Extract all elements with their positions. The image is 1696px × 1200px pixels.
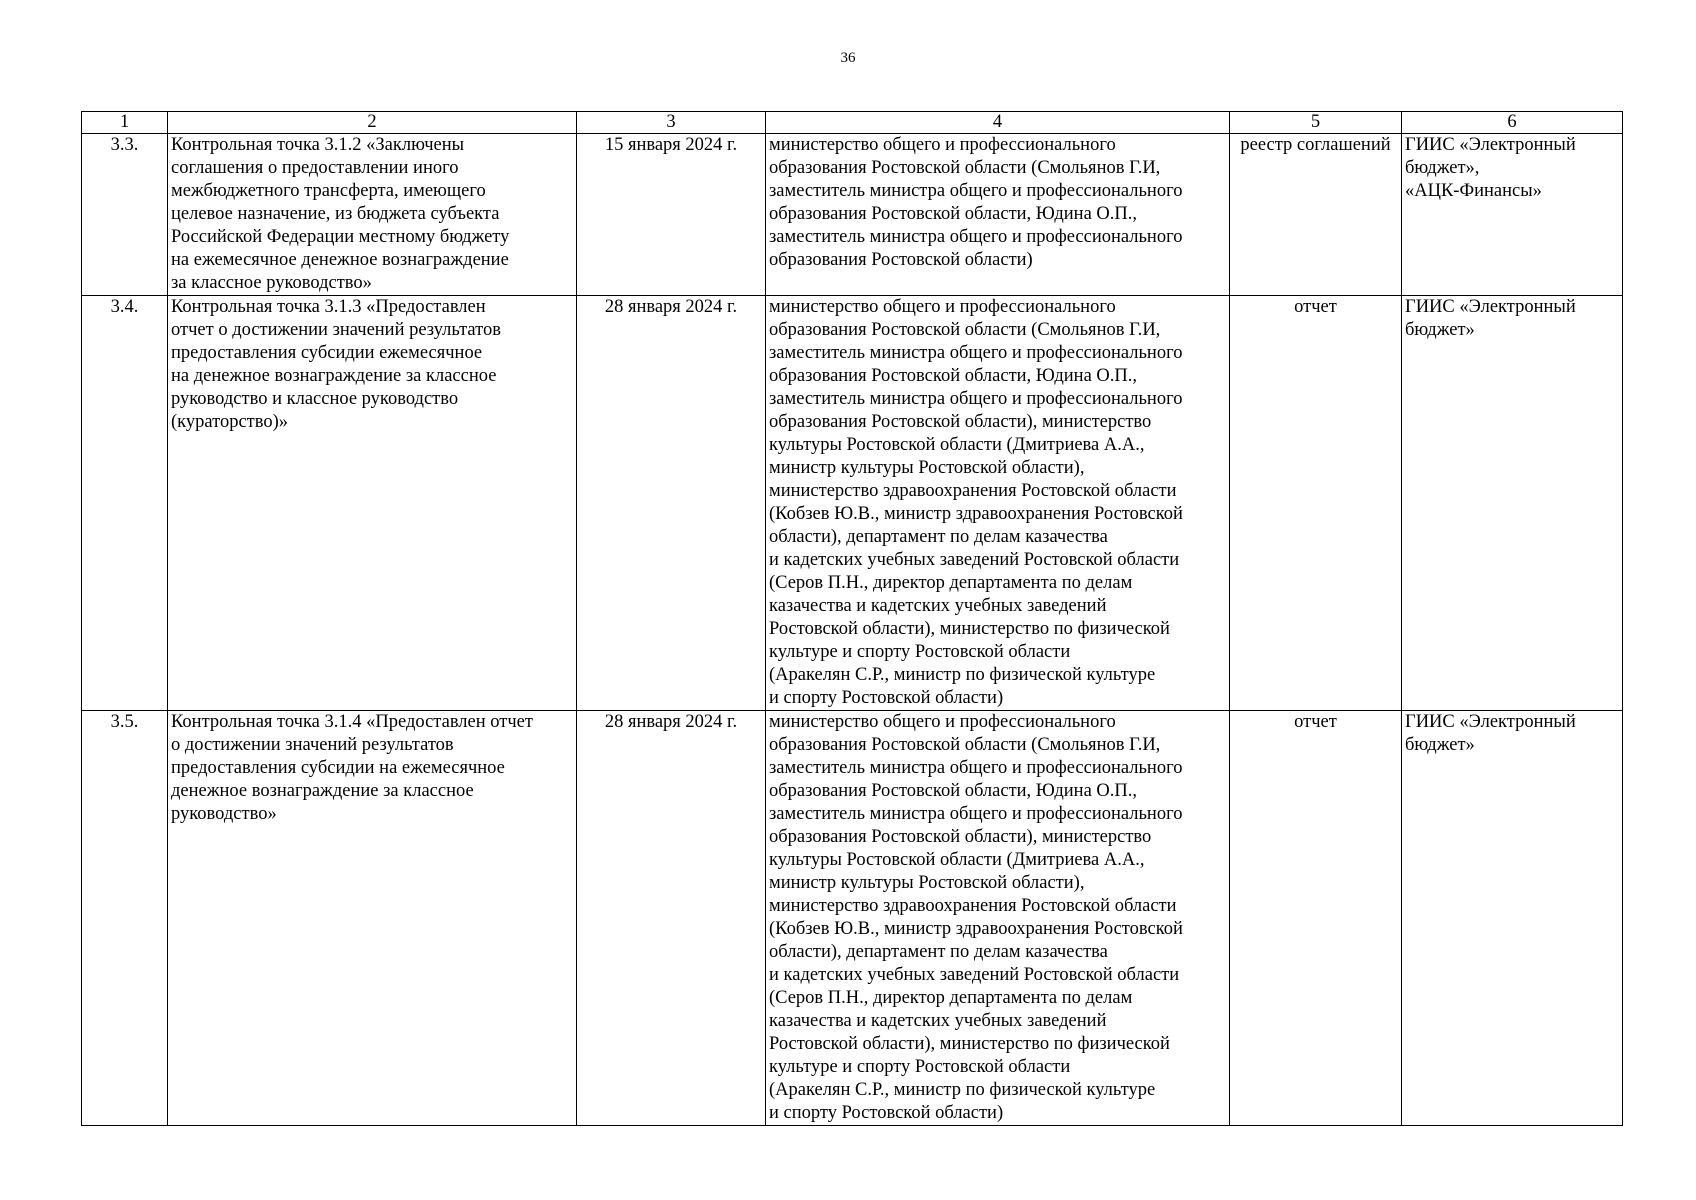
text-line: заместитель министра общего и профессионального — [769, 804, 1183, 824]
text-line: руководство и классное руководство — [171, 389, 459, 409]
text-line: ГИИС «Электронный — [1405, 297, 1576, 317]
information-system-cell — [1402, 711, 1623, 1126]
document-type-cell: отчет — [1230, 296, 1402, 711]
text-line: предоставления субсидии ежемесячное — [171, 343, 483, 363]
row-number-cell: 3.3. — [82, 134, 168, 296]
text-line: (Серов П.Н., директор департамента по делам — [769, 988, 1133, 1008]
text-line: (Аракелян С.Р., министр по физической культуре — [769, 665, 1156, 685]
text-line: министр культуры Ростовской области), — [769, 458, 1085, 478]
text-line: денежное вознаграждение за классное — [171, 781, 474, 801]
text-line: образования Ростовской области), министерство — [769, 827, 1152, 847]
text-line: бюджет», — [1405, 158, 1480, 178]
text-line: на денежное вознаграждение за классное — [171, 366, 497, 386]
text-line: министерство общего и профессионального — [769, 135, 1116, 155]
text-line: соглашения о предоставлении иного — [171, 158, 459, 178]
text-line: за классное руководство» — [171, 273, 372, 293]
text-line: бюджет» — [1405, 735, 1475, 755]
header-col-3: 3 — [577, 112, 766, 134]
text-line: (Кобзев Ю.В., министр здравоохранения Ростовской — [769, 919, 1183, 939]
text-line: бюджет» — [1405, 320, 1475, 340]
responsible-cell — [766, 711, 1230, 1126]
text-line: культуры Ростовской области (Дмитриева А.А., — [769, 850, 1145, 870]
page-number: 36 — [840, 50, 856, 66]
text-line: министр культуры Ростовской области), — [769, 873, 1085, 893]
text-line: Контрольная точка 3.1.2 «Заключены — [171, 135, 465, 155]
document-type-cell: отчет — [1230, 711, 1402, 1126]
text-line: культуре и спорту Ростовской области — [769, 1057, 1071, 1077]
text-line: образования Ростовской области, Юдина О.П., — [769, 781, 1138, 801]
text-line: области), департамент по делам казачества — [769, 527, 1108, 547]
text-line: образования Ростовской области (Смольянов Г.И, — [769, 320, 1161, 340]
text-line: заместитель министра общего и профессионального — [769, 181, 1183, 201]
date-cell: 15 января 2024 г. — [577, 134, 766, 296]
text-line: «АЦК-Финансы» — [1405, 181, 1542, 201]
row-number-cell: 3.4. — [82, 296, 168, 711]
text-line: руководство» — [171, 804, 277, 824]
text-line: и кадетских учебных заведений Ростовской области — [769, 550, 1180, 570]
text-line: министерство общего и профессионального — [769, 712, 1116, 732]
control-point-name-cell — [168, 711, 577, 1126]
text-line: Контрольная точка 3.1.3 «Предоставлен — [171, 297, 486, 317]
text-line: заместитель министра общего и профессионального — [769, 389, 1183, 409]
text-line: казачества и кадетских учебных заведений — [769, 596, 1107, 616]
text-line: Ростовской области), министерство по физической — [769, 1034, 1170, 1054]
responsible-cell — [766, 296, 1230, 711]
text-line: (Серов П.Н., директор департамента по делам — [769, 573, 1133, 593]
text-line: Контрольная точка 3.1.4 «Предоставлен отчет — [171, 712, 533, 732]
text-line: (Кобзев Ю.В., министр здравоохранения Ростовской — [769, 504, 1183, 524]
row-number-cell: 3.5. — [82, 711, 168, 1126]
text-line: и кадетских учебных заведений Ростовской области — [769, 965, 1180, 985]
text-line: министерство здравоохранения Ростовской области — [769, 896, 1177, 916]
text-line: ГИИС «Электронный — [1405, 135, 1576, 155]
text-line: министерство здравоохранения Ростовской области — [769, 481, 1177, 501]
text-line: и спорту Ростовской области) — [769, 688, 1004, 708]
header-col-5: 5 — [1230, 112, 1402, 134]
text-line: предоставления субсидии на ежемесячное — [171, 758, 505, 778]
table-row — [82, 296, 1623, 711]
text-line: министерство общего и профессионального — [769, 297, 1116, 317]
date-cell: 28 января 2024 г. — [577, 711, 766, 1126]
text-line: Российской Федерации местному бюджету — [171, 227, 510, 247]
text-line: межбюджетного трансферта, имеющего — [171, 181, 486, 201]
text-line: на ежемесячное денежное вознаграждение — [171, 250, 509, 270]
table-row — [82, 711, 1623, 1126]
text-line: ГИИС «Электронный — [1405, 712, 1576, 732]
information-system-cell — [1402, 296, 1623, 711]
text-line: образования Ростовской области, Юдина О.П., — [769, 366, 1138, 386]
text-line: образования Ростовской области), министерство — [769, 412, 1152, 432]
text-line: Ростовской области), министерство по физической — [769, 619, 1170, 639]
text-line: культуры Ростовской области (Дмитриева А.А., — [769, 435, 1145, 455]
text-line: отчет о достижении значений результатов — [171, 320, 501, 340]
control-points-table — [81, 111, 1623, 1126]
header-col-1: 1 — [82, 112, 168, 134]
control-point-name-cell — [168, 134, 577, 296]
text-line: заместитель министра общего и профессионального — [769, 343, 1183, 363]
text-line: культуре и спорту Ростовской области — [769, 642, 1071, 662]
text-line: заместитель министра общего и профессионального — [769, 758, 1183, 778]
responsible-cell — [766, 134, 1230, 296]
information-system-cell — [1402, 134, 1623, 296]
header-col-6: 6 — [1402, 112, 1623, 134]
text-line: о достижении значений результатов — [171, 735, 454, 755]
header-col-4: 4 — [766, 112, 1230, 134]
text-line: и спорту Ростовской области) — [769, 1103, 1004, 1123]
text-line: образования Ростовской области, Юдина О.П., — [769, 204, 1138, 224]
text-line: образования Ростовской области) — [769, 250, 1033, 270]
text-line: (Аракелян С.Р., министр по физической культуре — [769, 1080, 1156, 1100]
text-line: казачества и кадетских учебных заведений — [769, 1011, 1107, 1031]
table-row — [82, 134, 1623, 296]
text-line: образования Ростовской области (Смольянов Г.И, — [769, 735, 1161, 755]
header-col-2: 2 — [168, 112, 577, 134]
date-cell: 28 января 2024 г. — [577, 296, 766, 711]
text-line: образования Ростовской области (Смольянов Г.И, — [769, 158, 1161, 178]
text-line: целевое назначение, из бюджета субъекта — [171, 204, 500, 224]
text-line: области), департамент по делам казачества — [769, 942, 1108, 962]
header-row — [82, 112, 1623, 134]
document-type-cell: реестр соглашений — [1230, 134, 1402, 296]
text-line: (кураторство)» — [171, 412, 289, 432]
text-line: заместитель министра общего и профессионального — [769, 227, 1183, 247]
control-point-name-cell — [168, 296, 577, 711]
